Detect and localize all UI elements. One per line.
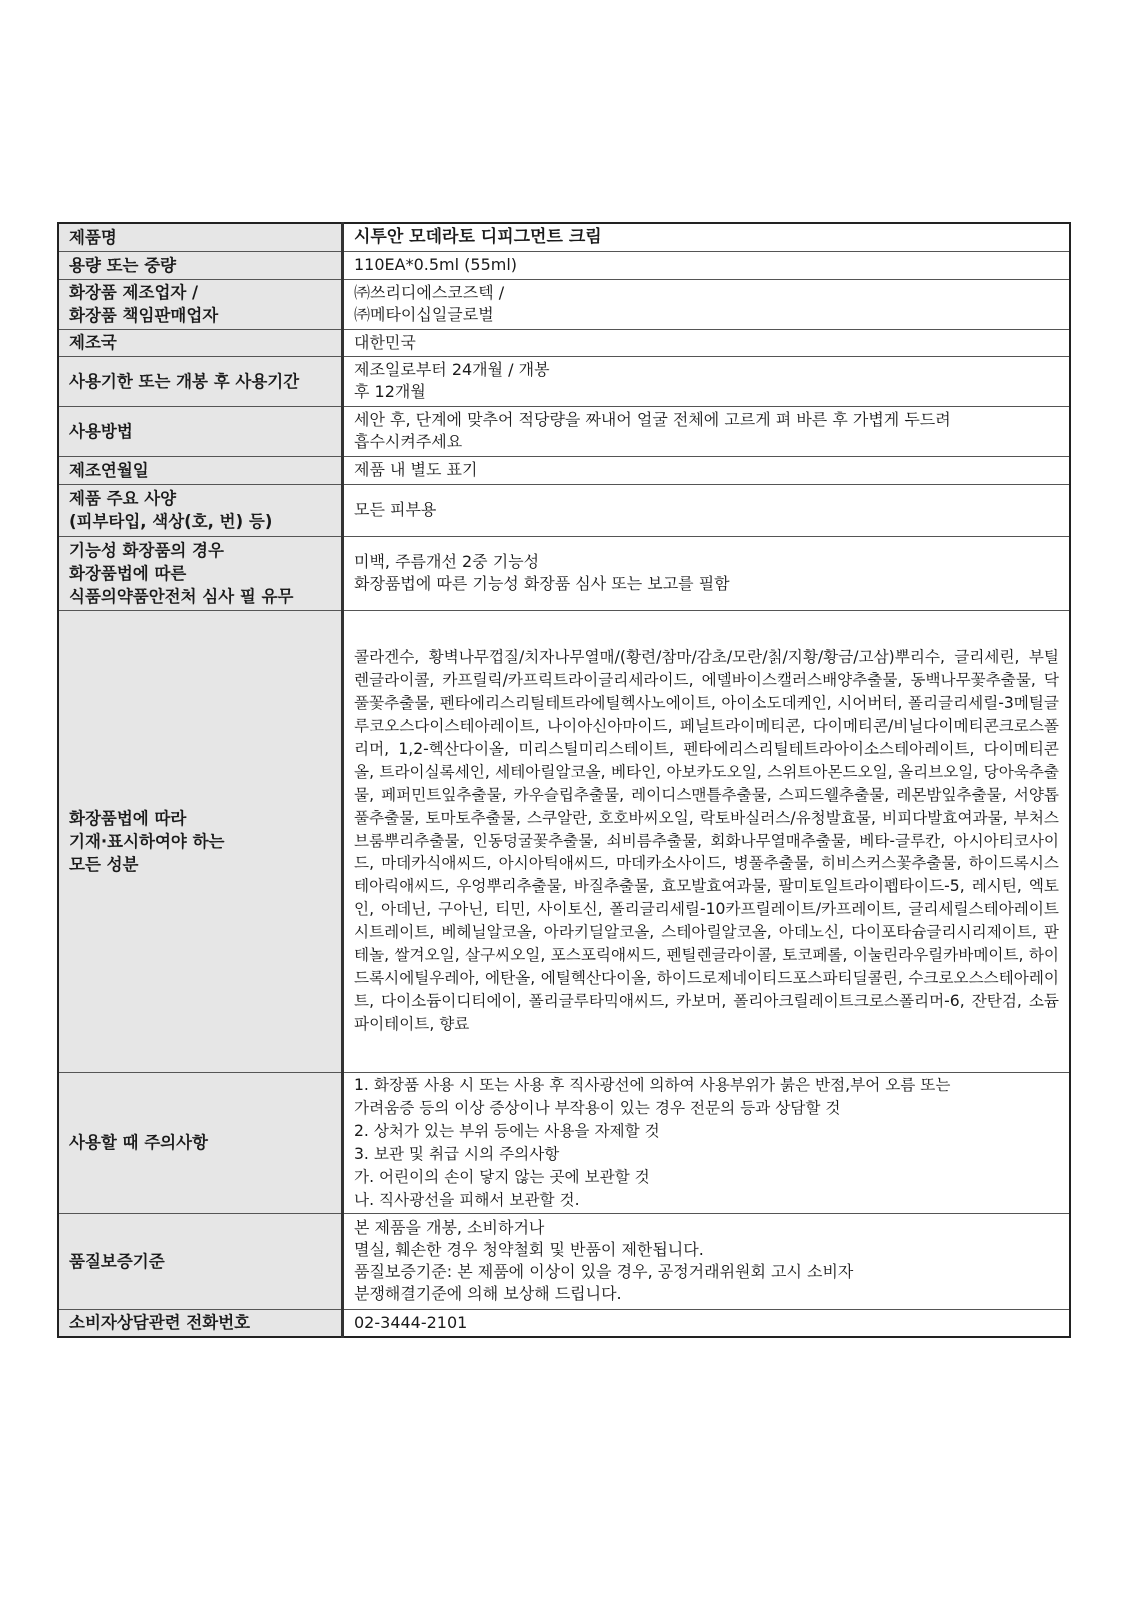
row-label: 사용방법: [58, 406, 343, 456]
row-value: 제조일로부터 24개월 / 개봉 후 12개월: [343, 356, 1071, 406]
row-value: 대한민국: [343, 329, 1071, 356]
row-value: 세안 후, 단계에 맞추어 적당량을 짜내어 얼굴 전체에 고르게 펴 바른 후 가볍게 두드려 흡수시켜주세요: [343, 406, 1071, 456]
row-label: 제조국: [58, 329, 343, 356]
table-row-cautions: [58, 1072, 1070, 1213]
ingredients-list: 콜라겐수, 황벽나무껍질/치자나무열매/(황련/참마/감초/모란/칡/지황/황금/고삼)뿌리수, 글리세린, 부틸렌글라이콜, 카프릴릭/카프릭트라이글리세라이드, 에델바이스캘러스배양추출물, 동백나무꽃추출물, 닥풀꽃추출물, 펜타에리스리틸테트라에틸헥사노에이트, 아이소도데케인, 시어버터, 폴리글리세릴-3메틸글루코오스다이스테아레이트, 나이아신아마이드, 페닐트라이메티콘, 다이메티콘/비닐다이메티콘크로스폴리머, 1,2-헥산다이올, 미리스틸미리스테이트, 펜타에리스리틸테트라아이소스테아레이트, 다이메티콘올, 트라이실록세인, 세테아릴알코올, 베타인, 아보카도오일, 스위트아몬드오일, 올리브오일, 당아욱추출물, 페퍼민트잎추출물, 카우슬립추출물, 레이디스맨틀추출물, 스피드웰추출물, 레몬밤잎추출물, 서양톱풀추출물, 토마토추출물, 스쿠알란, 호호바씨오일, 락토바실러스/유청발효물, 비피다발효여과물, 부처스브룸뿌리추출물, 인동덩굴꽃추출물, 쇠비름추출물, 회화나무열매추출물, 베타-글루칸, 아시아티코사이드, 마데카식애씨드, 아시아틱애씨드, 마데카소사이드, 병풀추출물, 히비스커스꽃추출물, 하이드록시스테아릭애씨드, 우엉뿌리추출물, 바질추출물, 효모발효여과물, 팔미토일트라이펩타이드-5, 레시틴, 엑토인, 아데닌, 구아닌, 티민, 사이토신, 폴리글리세릴-10카프릴레이트/카프레이트, 글리세릴스테아레이트시트레이트, 베헤닐알코올, 아라키딜알코올, 스테아릴알코올, 아데노신, 다이포타슘글리시리제이트, 판테놀, 쌀겨오일, 살구씨오일, 포스포릭애씨드, 펜틸렌글라이콜, 토코페롤, 이눌린라우릴카바메이트, 하이드록시에틸우레아, 에탄올, 에틸헥산다이올, 하이드로제네이티드포스파티딜콜린, 수크로오스스테아레이트, 다이소듐이디티에이, 폴리글루타믹애씨드, 카보머, 폴리아크릴레이트크로스폴리머-6, 잔탄검, 소듐파이테이트, 향료: [343, 610, 1071, 1072]
row-label: 소비자상담관련 전화번호: [58, 1309, 343, 1337]
row-value: 시투안 모데라토 디피그먼트 크림: [343, 223, 1071, 251]
row-value: 미백, 주름개선 2중 기능성 화장품법에 따른 기능성 화장품 심사 또는 보고를 필함: [343, 536, 1071, 610]
table-row-manufacturer: [58, 279, 1070, 329]
product-info-table: [57, 222, 1071, 1338]
table-row-country: [58, 329, 1070, 356]
row-value: 본 제품을 개봉, 소비하거나 멸실, 훼손한 경우 청약철회 및 반품이 제한됩니다. 품질보증기준: 본 제품에 이상이 있을 경우, 공정거래위원회 고시 소비자 분쟁해결기준에 의해 보상해 드립니다.: [343, 1213, 1071, 1309]
table-row-product-name: [58, 223, 1070, 251]
row-label: 사용할 때 주의사항: [58, 1072, 343, 1213]
table-row-ingredients: [58, 610, 1070, 1072]
table-row-usage: [58, 406, 1070, 456]
row-label: 제품 주요 사양 (피부타입, 색상(호, 번) 등): [58, 484, 343, 536]
row-value: 110EA*0.5ml (55ml): [343, 251, 1071, 279]
table-row-functional: [58, 536, 1070, 610]
row-label: 사용기한 또는 개봉 후 사용기간: [58, 356, 343, 406]
row-label: 화장품법에 따라 기재·표시하여야 하는 모든 성분: [58, 610, 343, 1072]
table-row-quality: [58, 1213, 1070, 1309]
row-value: 모든 피부용: [343, 484, 1071, 536]
row-label: 제품명: [58, 223, 343, 251]
row-label: 제조연월일: [58, 456, 343, 484]
row-value: 제품 내 별도 표기: [343, 456, 1071, 484]
table-row-volume: [58, 251, 1070, 279]
row-label: 용량 또는 중량: [58, 251, 343, 279]
row-label: 기능성 화장품의 경우 화장품법에 따른 식품의약품안전처 심사 필 유무: [58, 536, 343, 610]
table-row-expiry: [58, 356, 1070, 406]
phone-number: 02-3444-2101: [343, 1309, 1071, 1337]
row-label: 품질보증기준: [58, 1213, 343, 1309]
table-row-manufacture-date: [58, 456, 1070, 484]
row-label: 화장품 제조업자 / 화장품 책임판매업자: [58, 279, 343, 329]
row-value: ㈜쓰리디에스코즈텍 / ㈜메타이십일글로벌: [343, 279, 1071, 329]
table-row-specification: [58, 484, 1070, 536]
table-row-phone: [58, 1309, 1070, 1337]
row-value: 1. 화장품 사용 시 또는 사용 후 직사광선에 의하여 사용부위가 붉은 반점,부어 오름 또는 가려움증 등의 이상 증상이나 부작용이 있는 경우 전문의 등과 상담할 것 2. 상처가 있는 부위 등에는 사용을 자제할 것 3. 보관 및 취급 시의 주의사항 가. 어린이의 손이 닿지 않는 곳에 보관할 것 나. 직사광선을 피해서 보관할 것.: [343, 1072, 1071, 1213]
